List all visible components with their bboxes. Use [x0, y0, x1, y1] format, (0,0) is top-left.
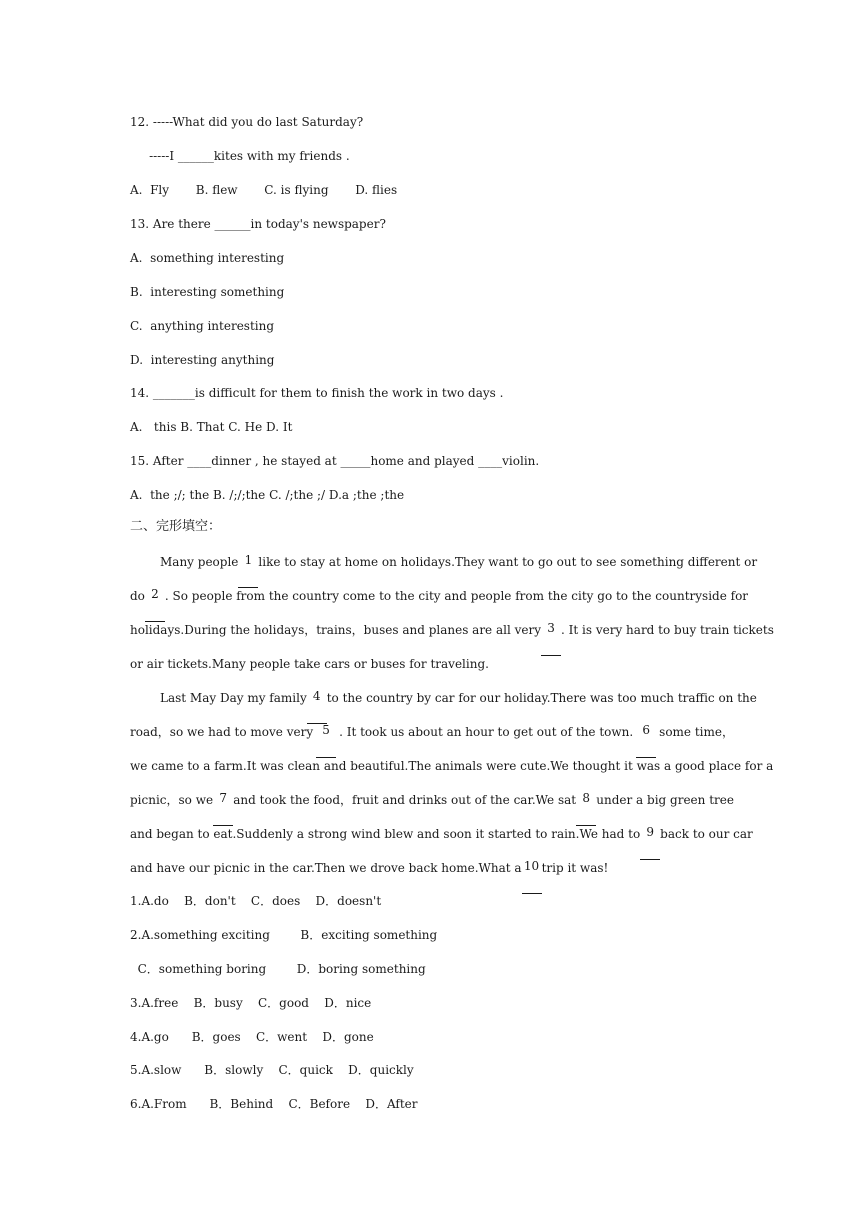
blank-4: 4	[307, 690, 327, 724]
q12-stem: 12. -----What did you do last Saturday?	[130, 115, 364, 129]
blank-1: 1	[238, 554, 258, 588]
passage-text: . So people from the country come to the city and people from the city go to the countryside for	[164, 589, 749, 603]
passage-text: and have our picnic in the car.Then we drove back home.What a	[130, 861, 522, 875]
q14-options: A. this B. That C. He D. It	[130, 420, 293, 434]
q13-option-b: B. interesting something	[130, 285, 285, 299]
passage-text: to the country by car for our holiday.There was too much traffic on the	[326, 691, 757, 705]
section-heading: 二、完形填空：	[130, 519, 222, 534]
q13-stem: 13. Are there ______in today's newspaper?	[130, 217, 386, 231]
passage-text: back to our car	[660, 827, 753, 841]
passage-text: and took the food，fruit and drinks out of the car.We sat	[233, 793, 577, 807]
q13-option-a: A. something interesting	[130, 251, 285, 265]
passage-paragraph-1	[130, 553, 774, 690]
passage-text: trip it was!	[541, 861, 609, 875]
cloze-options-3: 3.A.free B．busy C．good D．nice	[130, 996, 372, 1010]
passage-line	[130, 656, 734, 690]
passage-text: like to stay at home on holidays.They want to go out to see something different or	[258, 555, 758, 569]
passage-line	[130, 724, 734, 758]
passage-paragraph-2	[130, 689, 774, 894]
q12-answer-line: -----I ______kites with my friends .	[130, 149, 350, 163]
blank-10: 10	[522, 860, 542, 894]
blank-8: 8	[576, 792, 596, 826]
q14-stem: 14. _______is difficult for them to finish the work in two days .	[130, 386, 504, 400]
passage-line	[130, 689, 757, 724]
passage-text: under a big green tree	[596, 793, 734, 807]
passage-line	[130, 758, 774, 792]
blank-7: 7	[213, 792, 233, 826]
blank-6: 6	[636, 724, 656, 758]
passage-line	[130, 825, 753, 860]
blank-3: 3	[541, 622, 561, 656]
passage-text: . It took us about an hour to get out of the town.	[339, 725, 634, 739]
cloze-options-2b: C．something boring D．boring something	[130, 962, 426, 976]
passage-text: holidays.During the holidays，trains，buses and planes are all very	[130, 623, 542, 637]
blank-5: 5	[316, 724, 336, 758]
q13-option-c: C. anything interesting	[130, 319, 275, 333]
passage-text: we came to a farm.It was clean and beautiful.The animals were cute.We thought it was a good place for a	[130, 759, 774, 773]
passage-text: and began to eat.Suddenly a strong wind blew and soon it started to rain.We had to	[130, 827, 641, 841]
passage-line	[130, 621, 774, 656]
cloze-options-5: 5.A.slow B．slowly C．quick D．quickly	[130, 1063, 414, 1077]
cloze-options-1: 1.A.do B．don't C．does D．doesn't	[130, 894, 382, 908]
blank-9: 9	[640, 826, 660, 860]
blank-2: 2	[145, 588, 165, 622]
passage-text: some time，	[659, 725, 734, 739]
passage-text: picnic，so we	[130, 793, 214, 807]
q15-options: A. the ;/; the B. /;/;the C. /;the ;/ D.a ;the ;the	[130, 488, 405, 502]
q12-options: A. Fly B. flew C. is flying D. flies	[130, 183, 398, 197]
q15-stem: 15. After ____dinner , he stayed at _____home and played ____violin.	[130, 454, 540, 468]
passage-line	[130, 792, 734, 826]
q13-option-d: D. interesting anything	[130, 353, 275, 367]
passage-text: Last May Day my family	[160, 691, 307, 705]
cloze-options-2a: 2.A.something exciting B．exciting something	[130, 928, 438, 942]
passage-text: . It is very hard to buy train tickets	[561, 623, 774, 637]
passage-text: or air tickets.Many people take cars or buses for traveling.	[130, 657, 489, 671]
cloze-options-4: 4.A.go B．goes C．went D．gone	[130, 1030, 374, 1044]
passage-text: Many people	[160, 555, 239, 569]
passage-text: do	[130, 589, 145, 603]
cloze-options-6: 6.A.From B．Behind C．Before D．After	[130, 1097, 418, 1111]
passage-text: road，so we had to move very	[130, 725, 314, 739]
passage-line	[130, 860, 734, 894]
passage-line	[130, 553, 758, 588]
passage-line	[130, 587, 749, 622]
